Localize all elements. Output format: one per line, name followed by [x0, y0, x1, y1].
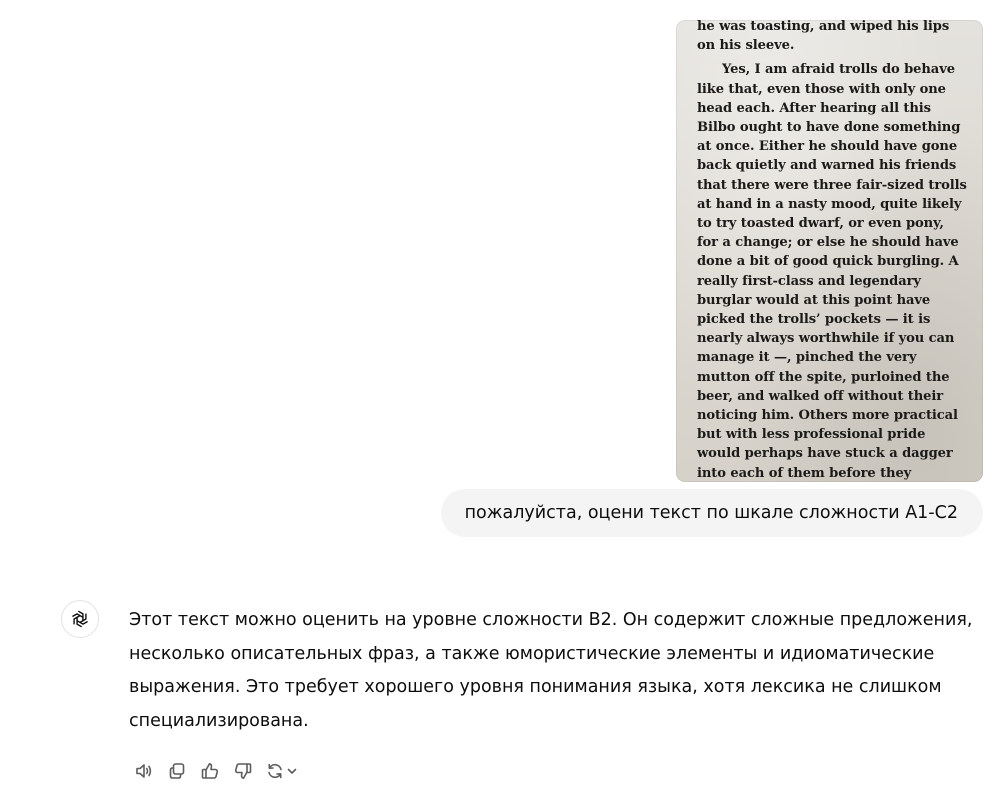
- chevron-down-icon: [286, 765, 298, 777]
- copy-button[interactable]: [160, 756, 193, 786]
- book-page-text: [697, 20, 967, 482]
- message-actions-toolbar: [127, 756, 303, 786]
- thumbs-up-icon: [200, 761, 220, 781]
- assistant-message-text: Этот текст можно оценить на уровне сложности B2. Он содержит сложные предложения, несколько описательных фраз, а также юмористические элементы и идиоматические выражения. Это требует хорошего уровня понимания языка, хотя лексика не слишком специализирована.: [129, 610, 973, 731]
- read-aloud-button[interactable]: [127, 756, 160, 786]
- refresh-icon: [265, 761, 285, 781]
- user-message-bubble: [441, 489, 983, 537]
- assistant-avatar: [61, 600, 99, 638]
- copy-icon: [167, 761, 187, 781]
- speaker-icon: [134, 761, 154, 781]
- good-response-button[interactable]: [193, 756, 226, 786]
- thumbs-down-icon: [233, 761, 253, 781]
- bad-response-button[interactable]: [226, 756, 259, 786]
- book-paragraph-1: he was toasting, and wiped his lips on his sleeve.: [697, 20, 950, 54]
- book-paragraph-2: Yes, I am afraid trolls do behave like that, even those with only one head each. After hearing all this Bilbo ought to have done something at once. Either he should have gone back quietly and warned his friends that there were three fair-sized trolls at hand in a nasty mood, quite likely to try toasted dwarf, or even pony, for a change; or else he should have done a bit of good quick burgling. A really first-class and legendary burglar would at this point have picked the trolls’ pockets — it is nearly always worthwhile if you can manage it —, pinched the very mutton off the spite, purloined the beer, and walked off without their noticing him. Others more practical but with less professional pride would perhaps have stuck a dagger into each of them before they: [697, 62, 967, 481]
- regenerate-button[interactable]: [259, 756, 303, 786]
- openai-logo-icon: [69, 608, 91, 630]
- user-message-text: пожалуйста, оцени текст по шкале сложности A1-C2: [464, 503, 958, 523]
- attached-book-page-image[interactable]: [676, 20, 983, 482]
